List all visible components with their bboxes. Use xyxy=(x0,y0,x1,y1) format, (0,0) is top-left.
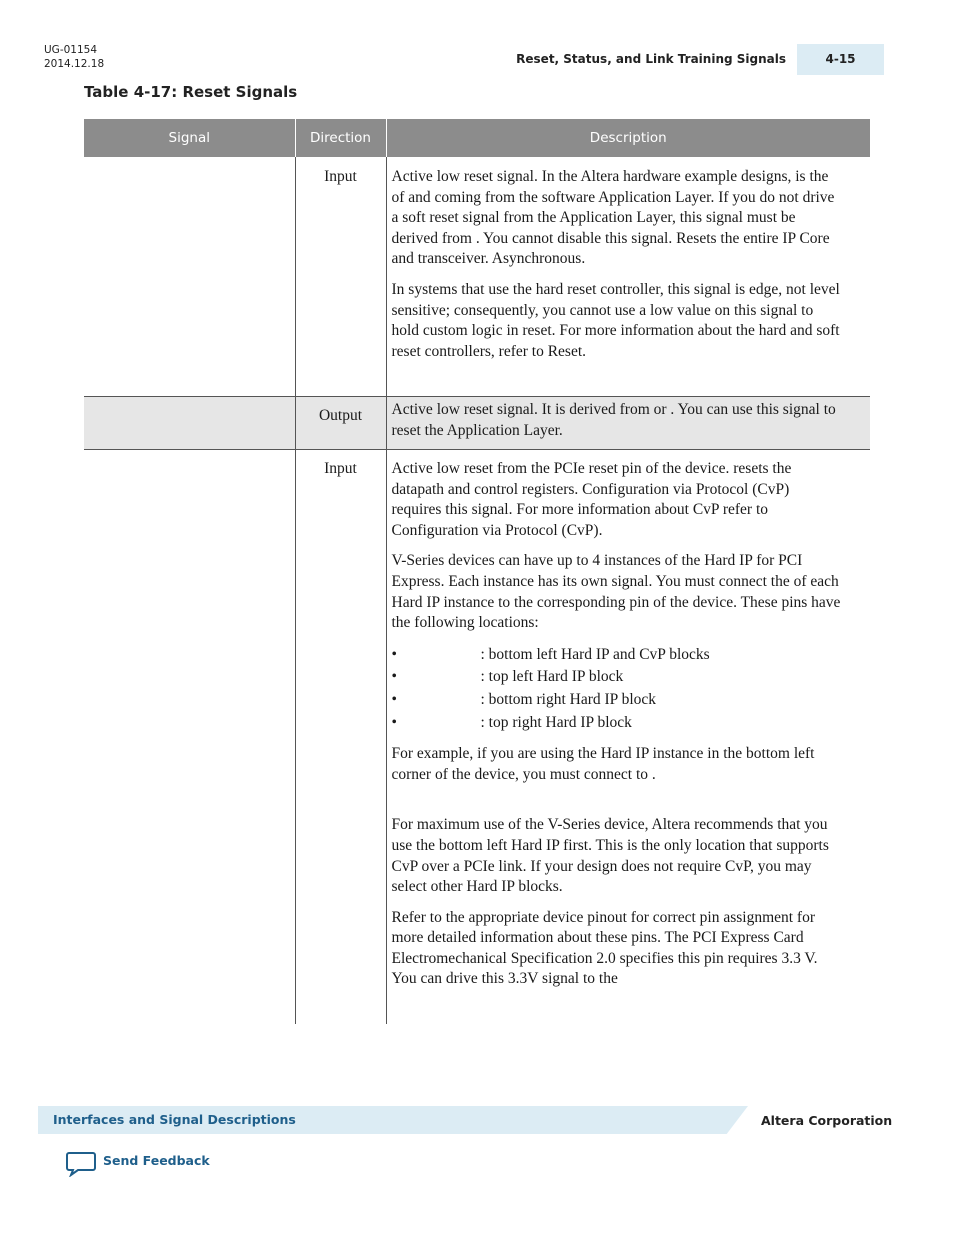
signal-cell xyxy=(84,157,295,397)
description-paragraph: Active low reset signal. It is derived from or . You can use this signal to reset the Application Layer. xyxy=(391,401,836,439)
direction-cell: Output xyxy=(295,397,386,450)
list-item: • : top right Hard IP block xyxy=(392,712,843,735)
list-item: • : bottom left Hard IP and CvP blocks xyxy=(392,644,843,667)
description-paragraph: V-Series devices can have up to 4 instances of the Hard IP for PCI Express. Each instance has its own signal. You must connect the of each Hard IP instance to the corresponding pin of the device. These pins have the following locations: xyxy=(391,552,841,632)
direction-cell: Input xyxy=(295,157,386,397)
send-feedback-link[interactable]: Send Feedback xyxy=(103,1153,210,1168)
description-paragraph: In systems that use the hard reset controller, this signal is edge, not level sensitive; consequently, you cannot use a low value on this signal to hold custom logic in reset. For more information about the hard and soft reset controllers, refer to Reset. xyxy=(391,280,840,360)
table-row xyxy=(84,157,870,397)
description-paragraph: Active low reset from the PCIe reset pin of the device. resets the datapath and control registers. Configuration via Protocol (CvP) requires this signal. For more information about CvP refer to Configuration via Protocol (CvP). xyxy=(391,460,792,539)
signal-cell xyxy=(84,450,295,1025)
description-cell xyxy=(386,450,870,1025)
list-item: • : bottom right Hard IP block xyxy=(392,689,843,712)
table-caption: Table 4-17: Reset Signals xyxy=(84,83,298,101)
description-paragraph: Refer to the appropriate device pinout for correct pin assignment for more detailed information about these pins. The PCI Express Card Electromechanical Specification 2.0 specifies this pin requires 3.3 V. You can drive this 3.3V signal to the xyxy=(391,908,818,988)
document-id: UG-01154 xyxy=(44,44,98,56)
table-row xyxy=(84,397,870,450)
description-paragraph: For example, if you are using the Hard IP instance in the bottom left corner of the device, you must connect to . xyxy=(391,745,815,783)
page-number: 4-15 xyxy=(797,44,884,75)
description-cell xyxy=(386,157,870,397)
description-paragraph: Active low reset signal. In the Altera hardware example designs, is the of and coming from the software Application Layer. If you do not drive a soft reset signal from the Application Layer, this signal must be derived from . You cannot disable this signal. Resets the entire IP Core and transceiver. Asynchronous. xyxy=(391,168,835,268)
column-header-signal: Signal xyxy=(84,119,295,157)
list-item: • : top left Hard IP block xyxy=(392,666,843,689)
footer-company: Altera Corporation xyxy=(761,1113,893,1128)
column-header-direction: Direction xyxy=(295,119,386,157)
footer-section-link[interactable]: Interfaces and Signal Descriptions xyxy=(53,1112,296,1127)
column-header-description: Description xyxy=(386,119,870,157)
section-title: Reset, Status, and Link Training Signals xyxy=(516,52,786,66)
reset-signals-table xyxy=(84,119,870,1024)
description-cell xyxy=(386,397,870,450)
table-row xyxy=(84,450,870,1025)
document-id-block xyxy=(44,43,104,71)
table-header-row xyxy=(84,119,870,157)
description-paragraph: For maximum use of the V-Series device, Altera recommends that you use the bottom left Hard IP first. This is the only location that supports CvP over a PCIe link. If your design does not require CvP, you may select other Hard IP blocks. xyxy=(391,816,829,896)
pin-location-list xyxy=(392,644,843,734)
direction-cell: Input xyxy=(295,450,386,1025)
signal-cell xyxy=(84,397,295,450)
feedback-icon[interactable] xyxy=(66,1151,96,1177)
document-date: 2014.12.18 xyxy=(44,58,105,70)
